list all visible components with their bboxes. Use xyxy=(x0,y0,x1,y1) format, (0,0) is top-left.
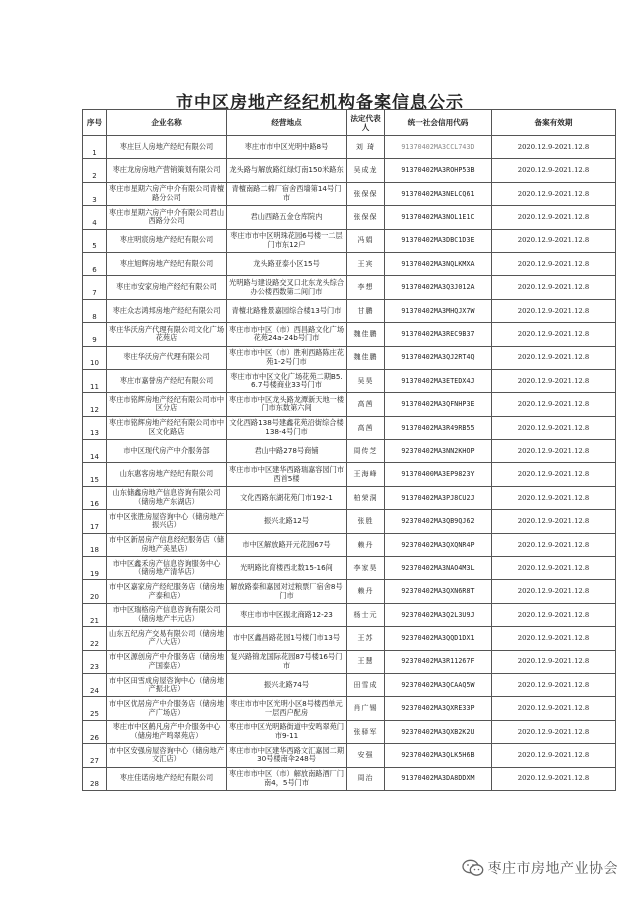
table-row xyxy=(83,206,616,229)
cell-period: 2020.12.9-2021.12.8 xyxy=(492,182,616,205)
cell-seq: 12 xyxy=(83,393,107,416)
cell-address: 振兴北路74号 xyxy=(227,673,347,696)
cell-name: 市中区新居房产信息经纪服务店（储房地产美星店） xyxy=(107,533,227,556)
table-row xyxy=(83,299,616,322)
header-row xyxy=(83,110,616,136)
cell-address: 青檀南路二棉厂宿舍西墙第14号门市 xyxy=(227,182,347,205)
cell-name: 市中区嘉家房产经纪服务店（储房地产泰和店） xyxy=(107,580,227,603)
cell-name: 市中区源创房产中介服务店（储房地产国泰店） xyxy=(107,650,227,673)
cell-address: 市中区解放路开元花园67号 xyxy=(227,533,347,556)
cell-period: 2020.12.9-2021.12.8 xyxy=(492,463,616,486)
cell-name: 市中区鑫禾房产信息咨询服务中心（储房地产清华店） xyxy=(107,557,227,580)
cell-code: 91370402MA3DBC1D3E xyxy=(385,229,492,252)
cell-address: 枣庄市市中区建华西路文汇嘉园二期30号楼南伞248号 xyxy=(227,744,347,767)
table-row xyxy=(83,603,616,626)
cell-name: 枣庄华沃房产代理有限公司文化广场花苑店 xyxy=(107,323,227,346)
cell-code: 92370402MA3QCAAQ5W xyxy=(385,673,492,696)
cell-code: 92370402MA3QB9QJ62 xyxy=(385,510,492,533)
cell-rep: 张驿军 xyxy=(347,720,385,743)
cell-address: 枣庄市市中区振北商路12-23 xyxy=(227,603,347,626)
cell-code: 91370402MA3PJ8CU2J xyxy=(385,486,492,509)
cell-seq: 25 xyxy=(83,697,107,720)
header-code: 统一社会信用代码 xyxy=(385,110,492,136)
watermark-text: 枣庄市房地产业协会 xyxy=(487,861,618,877)
cell-address: 龙头路与解放路红绿灯南150米路东 xyxy=(227,159,347,182)
cell-code: 91370402MA3QJ2RT4Q xyxy=(385,346,492,369)
cell-address: 解放路泰和嘉园对过粮票厂宿舍8号门市 xyxy=(227,580,347,603)
cell-code: 91370402MA3NOL1E1C xyxy=(385,206,492,229)
cell-seq: 10 xyxy=(83,346,107,369)
cell-name: 市中区现代房产中介服务部 xyxy=(107,440,227,463)
cell-address: 振兴北路12号 xyxy=(227,510,347,533)
cell-name: 枣庄市铭辉房地产经纪有限公司市中区分店 xyxy=(107,393,227,416)
table-row xyxy=(83,580,616,603)
cell-code: 92370402MA3QXB2K2U xyxy=(385,720,492,743)
cell-address: 龙头路亚泰小区15号 xyxy=(227,252,347,275)
cell-address: 枣庄市市中区光明中路8号 xyxy=(227,136,347,159)
cell-rep: 甘鹏 xyxy=(347,299,385,322)
table-row xyxy=(83,510,616,533)
cell-rep: 高茜 xyxy=(347,393,385,416)
table-row xyxy=(83,697,616,720)
cell-seq: 5 xyxy=(83,229,107,252)
table-row xyxy=(83,673,616,696)
cell-name: 枣庄明宸房地产经纪有限公司 xyxy=(107,229,227,252)
cell-rep: 冯娟 xyxy=(347,229,385,252)
cell-address: 枣庄市市中区（市）胜利西路陈庄花苑1-2号门市 xyxy=(227,346,347,369)
page-title: 市中区房地产经纪机构备案信息公示 xyxy=(176,93,464,113)
cell-period: 2020.12.9-2021.12.8 xyxy=(492,767,616,790)
cell-period: 2020.12.9-2021.12.8 xyxy=(492,323,616,346)
cell-name: 枣庄巨人房地产经纪有限公司 xyxy=(107,136,227,159)
cell-seq: 26 xyxy=(83,720,107,743)
cell-rep: 李家昊 xyxy=(347,557,385,580)
table-row xyxy=(83,136,616,159)
table-row xyxy=(83,252,616,275)
cell-period: 2020.12.9-2021.12.8 xyxy=(492,580,616,603)
header-period: 备案有效期 xyxy=(492,110,616,136)
cell-seq: 4 xyxy=(83,206,107,229)
cell-rep: 赖丹 xyxy=(347,580,385,603)
cell-seq: 9 xyxy=(83,323,107,346)
cell-seq: 2 xyxy=(83,159,107,182)
cell-name: 山东五纪房产交易有限公司（储房地产八大店） xyxy=(107,627,227,650)
cell-rep: 张胜 xyxy=(347,510,385,533)
cell-rep: 肖广锡 xyxy=(347,697,385,720)
cell-address: 市中区鑫昌路花园1号楼门市13号 xyxy=(227,627,347,650)
cell-rep: 田雪成 xyxy=(347,673,385,696)
cell-name: 枣庄市嘉誉房产经纪有限公司 xyxy=(107,369,227,392)
cell-rep: 王慧 xyxy=(347,650,385,673)
wechat-icon xyxy=(462,859,484,877)
cell-seq: 8 xyxy=(83,299,107,322)
cell-address: 枣庄市中区光明路街道中安鸣翠苑门市9-11 xyxy=(227,720,347,743)
table-row xyxy=(83,533,616,556)
cell-address: 枣庄市市中区光明小区8号楼西单元一层西户配房 xyxy=(227,697,347,720)
header-rep: 法定代表人 xyxy=(347,110,385,136)
cell-period: 2020.12.9-2021.12.8 xyxy=(492,744,616,767)
cell-period: 2020.12.9-2021.12.8 xyxy=(492,416,616,439)
cell-address: 文化西路东湖花苑门市192-1 xyxy=(227,486,347,509)
cell-rep: 张保保 xyxy=(347,206,385,229)
cell-code: 91370402MA3NELCQ61 xyxy=(385,182,492,205)
cell-rep: 高茜 xyxy=(347,416,385,439)
cell-rep: 刘 琦 xyxy=(347,136,385,159)
cell-rep: 王海峰 xyxy=(347,463,385,486)
cell-name: 枣庄龙房房地产营销策划有限公司 xyxy=(107,159,227,182)
table-row xyxy=(83,323,616,346)
cell-name: 枣庄市星期六房产中介有限公司青檀路分公司 xyxy=(107,182,227,205)
table-row xyxy=(83,720,616,743)
cell-address: 枣庄市市中区明珠花园6号楼一二层门市东12户 xyxy=(227,229,347,252)
cell-name: 枣庄众志鸿邦房地产经纪有限公司 xyxy=(107,299,227,322)
cell-rep: 杨士元 xyxy=(347,603,385,626)
cell-rep: 安强 xyxy=(347,744,385,767)
cell-period: 2020.12.9-2021.12.8 xyxy=(492,603,616,626)
cell-address: 枣庄市市中区（市）解放南路酒厂门南4，5号门市 xyxy=(227,767,347,790)
cell-period: 2020.12.9-2021.12.8 xyxy=(492,697,616,720)
cell-rep: 魏佳鹏 xyxy=(347,323,385,346)
cell-period: 2020.12.9-2021.12.8 xyxy=(492,346,616,369)
cell-period: 2020.12.9-2021.12.8 xyxy=(492,299,616,322)
table-row xyxy=(83,627,616,650)
cell-period: 2020.12.9-2021.12.8 xyxy=(492,229,616,252)
cell-period: 2020.12.9-2021.12.8 xyxy=(492,393,616,416)
cell-name: 枣庄市星期六房产中介有限公司君山西路分公司 xyxy=(107,206,227,229)
cell-code: 91370402MA3ETEDX4J xyxy=(385,369,492,392)
cell-rep: 张保保 xyxy=(347,182,385,205)
header-seq: 序号 xyxy=(83,110,107,136)
cell-seq: 27 xyxy=(83,744,107,767)
cell-seq: 18 xyxy=(83,533,107,556)
cell-name: 山东储鑫房地产信息咨询有限公司（储房地产东湖店） xyxy=(107,486,227,509)
cell-seq: 24 xyxy=(83,673,107,696)
cell-code: 92370402MA3QQD1DX1 xyxy=(385,627,492,650)
cell-period: 2020.12.9-2021.12.8 xyxy=(492,252,616,275)
cell-name: 市中区安强房屋咨询中心（储房地产文汇店） xyxy=(107,744,227,767)
cell-address: 君山中路278号商铺 xyxy=(227,440,347,463)
header-address: 经营地点 xyxy=(227,110,347,136)
table-row xyxy=(83,369,616,392)
cell-seq: 15 xyxy=(83,463,107,486)
table-body xyxy=(83,136,616,791)
cell-seq: 19 xyxy=(83,557,107,580)
cell-name: 市中区田雪成房屋咨询中心（储房地产振北店） xyxy=(107,673,227,696)
cell-code: 91370402MA3REC9B37 xyxy=(385,323,492,346)
cell-name: 枣庄旭辉房地产经纪有限公司 xyxy=(107,252,227,275)
cell-seq: 17 xyxy=(83,510,107,533)
table-row xyxy=(83,346,616,369)
cell-seq: 7 xyxy=(83,276,107,299)
cell-address: 枣庄市市中区建华西路瑞嘉容园门市西首5楼 xyxy=(227,463,347,486)
cell-seq: 1 xyxy=(83,136,107,159)
cell-rep: 周传芝 xyxy=(347,440,385,463)
cell-period: 2020.12.9-2021.12.8 xyxy=(492,510,616,533)
cell-code: 91370402MA3R49RB55 xyxy=(385,416,492,439)
cell-name: 枣庄佳诺房地产经纪有限公司 xyxy=(107,767,227,790)
cell-code: 92370402MA3QXN6R8T xyxy=(385,580,492,603)
cell-name: 市中区张胜房屋咨询中心（储房地产振兴店） xyxy=(107,510,227,533)
cell-rep: 吴成龙 xyxy=(347,159,385,182)
cell-seq: 6 xyxy=(83,252,107,275)
cell-address: 光明路与建设路交叉口北东龙头综合办公楼西数第二间门市 xyxy=(227,276,347,299)
cell-address: 枣庄市市中区龙头路龙潭新天地一楼门市东数第六间 xyxy=(227,393,347,416)
cell-period: 2020.12.9-2021.12.8 xyxy=(492,627,616,650)
cell-period: 2020.12.9-2021.12.8 xyxy=(492,369,616,392)
cell-code: 91370400MA3EP9823Y xyxy=(385,463,492,486)
cell-name: 枣庄市铭辉房地产经纪有限公司市中区文化路店 xyxy=(107,416,227,439)
cell-name: 枣庄市安家房地产经纪有限公司 xyxy=(107,276,227,299)
cell-address: 枣庄市市中区（市）西昌路文化广场花苑24a-24b号门市 xyxy=(227,323,347,346)
cell-seq: 22 xyxy=(83,627,107,650)
cell-code: 91370402MA3CCL743D xyxy=(385,136,492,159)
cell-seq: 3 xyxy=(83,182,107,205)
cell-code: 92370402MA3QXRE33P xyxy=(385,697,492,720)
cell-address: 光明路比育楼西北数15-16间 xyxy=(227,557,347,580)
table-row xyxy=(83,159,616,182)
cell-code: 91370402MA3MHQJX7W xyxy=(385,299,492,322)
cell-seq: 21 xyxy=(83,603,107,626)
table-row xyxy=(83,463,616,486)
table-row xyxy=(83,416,616,439)
cell-code: 91370402MA3ROHP53B xyxy=(385,159,492,182)
cell-rep: 周治 xyxy=(347,767,385,790)
cell-seq: 23 xyxy=(83,650,107,673)
cell-rep: 王宾 xyxy=(347,252,385,275)
cell-rep: 王苏 xyxy=(347,627,385,650)
table-row xyxy=(83,276,616,299)
cell-address: 复兴路锦龙国际花园87号楼16号门市 xyxy=(227,650,347,673)
table-row xyxy=(83,650,616,673)
cell-period: 2020.12.9-2021.12.8 xyxy=(492,276,616,299)
table-row xyxy=(83,557,616,580)
cell-seq: 13 xyxy=(83,416,107,439)
cell-name: 市中区瑞格房产信息咨询有限公司（储房地产丰元店） xyxy=(107,603,227,626)
cell-name: 市中区优居房产中介服务店（储房地产广场店） xyxy=(107,697,227,720)
cell-code: 91370402MA3Q3J012A xyxy=(385,276,492,299)
table-row xyxy=(83,767,616,790)
table-row xyxy=(83,393,616,416)
table-row xyxy=(83,486,616,509)
cell-period: 2020.12.9-2021.12.8 xyxy=(492,650,616,673)
cell-code: 91370402MA3DA8DDXM xyxy=(385,767,492,790)
cell-rep: 魏佳鹏 xyxy=(347,346,385,369)
watermark xyxy=(462,858,619,878)
cell-period: 2020.12.9-2021.12.8 xyxy=(492,720,616,743)
cell-address: 枣庄市市中区文化广场花苑二期B5.6.7号楼商业33号门市 xyxy=(227,369,347,392)
cell-code: 92370402MA3R11267F xyxy=(385,650,492,673)
cell-period: 2020.12.9-2021.12.8 xyxy=(492,440,616,463)
cell-rep: 赖丹 xyxy=(347,533,385,556)
cell-period: 2020.12.9-2021.12.8 xyxy=(492,673,616,696)
cell-code: 92370402MA3QXQNR4P xyxy=(385,533,492,556)
cell-seq: 20 xyxy=(83,580,107,603)
cell-name: 枣庄市中区鹤凡房产中介服务中心（储房地产鸣翠苑店） xyxy=(107,720,227,743)
cell-rep: 吴昊 xyxy=(347,369,385,392)
cell-code: 92370402MA3QLK5H6B xyxy=(385,744,492,767)
cell-period: 2020.12.9-2021.12.8 xyxy=(492,486,616,509)
table-row xyxy=(83,182,616,205)
table-row xyxy=(83,744,616,767)
table-row xyxy=(83,229,616,252)
cell-code: 92370402MA3NN2KHOP xyxy=(385,440,492,463)
cell-period: 2020.12.9-2021.12.8 xyxy=(492,136,616,159)
cell-seq: 28 xyxy=(83,767,107,790)
cell-seq: 14 xyxy=(83,440,107,463)
cell-seq: 16 xyxy=(83,486,107,509)
cell-name: 枣庄华沃房产代理有限公司 xyxy=(107,346,227,369)
cell-period: 2020.12.9-2021.12.8 xyxy=(492,159,616,182)
table-row xyxy=(83,440,616,463)
cell-code: 92370402MA3Q2L3U9J xyxy=(385,603,492,626)
cell-code: 91370402MA3NQLKMXA xyxy=(385,252,492,275)
cell-code: 92370402MA3NAO4M3L xyxy=(385,557,492,580)
cell-address: 青檀北路雅景嘉园综合楼13号门市 xyxy=(227,299,347,322)
cell-name: 山东惠客房地产经纪有限公司 xyxy=(107,463,227,486)
cell-period: 2020.12.9-2021.12.8 xyxy=(492,557,616,580)
cell-rep: 李想 xyxy=(347,276,385,299)
cell-address: 君山西路五金仓库院内 xyxy=(227,206,347,229)
registry-table xyxy=(82,109,616,791)
cell-period: 2020.12.9-2021.12.8 xyxy=(492,533,616,556)
cell-period: 2020.12.9-2021.12.8 xyxy=(492,206,616,229)
cell-seq: 11 xyxy=(83,369,107,392)
cell-address: 文化西路138号建鑫花苑沿街综合楼138-4号门市 xyxy=(227,416,347,439)
cell-rep: 柏荣洞 xyxy=(347,486,385,509)
header-name: 企业名称 xyxy=(107,110,227,136)
cell-code: 91370402MA3QFNHP3E xyxy=(385,393,492,416)
